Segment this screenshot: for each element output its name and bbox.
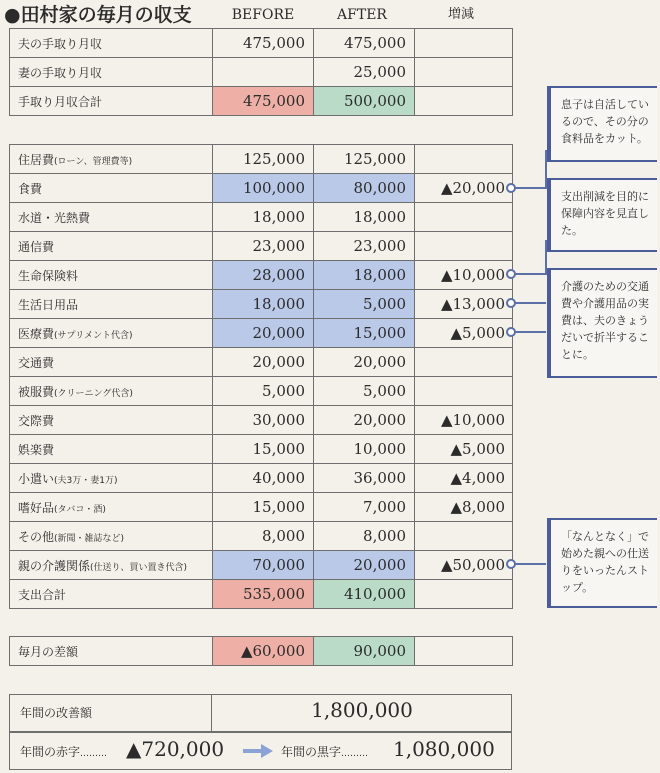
change-cell	[415, 637, 513, 666]
after-value: 25,000	[314, 58, 415, 87]
after-value: 20,000	[314, 406, 415, 435]
row-label	[10, 435, 213, 464]
row-label-main: 通信費	[18, 239, 55, 254]
before-value: 23,000	[213, 232, 314, 261]
row-label-main: 生命保険料	[18, 268, 79, 283]
before-value: 18,000	[213, 290, 314, 319]
row-label	[10, 261, 213, 290]
leader-dot	[506, 298, 516, 308]
after-value: 15,000	[314, 319, 415, 348]
annual-surplus-label-text: 年間の黒字	[281, 745, 342, 759]
after-value: 80,000	[314, 174, 415, 203]
before-value: 8,000	[213, 522, 314, 551]
before-value: 40,000	[213, 464, 314, 493]
annual-surplus-label	[281, 743, 368, 760]
before-value: 30,000	[213, 406, 314, 435]
leader-line	[545, 240, 547, 275]
after-value: 36,000	[314, 464, 415, 493]
after-value: 410,000	[314, 580, 415, 609]
change-value-medical: ▲5,000	[450, 324, 505, 342]
after-value: 23,000	[314, 232, 415, 261]
column-header-before: BEFORE	[231, 7, 295, 23]
income-table	[9, 28, 513, 116]
before-value: 475,000	[213, 29, 314, 58]
row-label	[10, 406, 213, 435]
change-value-food: ▲20,000	[440, 179, 505, 197]
row-label	[10, 464, 213, 493]
annual-deficit-label-text: 年間の赤字	[20, 745, 81, 759]
after-value: 500,000	[314, 87, 415, 116]
table-row	[10, 58, 513, 87]
row-label-main: 交通費	[18, 355, 55, 370]
table-row	[10, 377, 513, 406]
change-value-allowance: ▲4,000	[450, 469, 505, 487]
after-value: 10,000	[314, 435, 415, 464]
change-value-insurance: ▲10,000	[440, 266, 505, 284]
change-cell	[415, 58, 513, 87]
change-value-social: ▲10,000	[440, 411, 505, 429]
row-label	[10, 203, 213, 232]
before-value: 125,000	[213, 145, 314, 174]
after-value: 5,000	[314, 377, 415, 406]
leader-line	[515, 302, 546, 304]
row-label	[10, 174, 213, 203]
leader-dot	[506, 269, 516, 279]
annual-deficit-value: ▲720,000	[126, 737, 225, 761]
row-label-main: 医療費	[18, 326, 55, 341]
row-label-main: 食費	[18, 181, 43, 196]
difference-table	[9, 636, 513, 666]
row-label	[10, 290, 213, 319]
change-value-daily-goods: ▲13,000	[440, 295, 505, 313]
before-value: 28,000	[213, 261, 314, 290]
table-row	[10, 203, 513, 232]
change-value-entertainment: ▲5,000	[450, 440, 505, 458]
change-value-luxury: ▲8,000	[450, 498, 505, 516]
change-cell	[415, 377, 513, 406]
leader-line	[515, 563, 546, 565]
table-row	[10, 637, 513, 666]
column-header-after: AFTER	[337, 7, 387, 23]
change-cell	[415, 580, 513, 609]
table-row	[10, 145, 513, 174]
row-label: 手取り月収合計	[10, 87, 213, 116]
before-value: 535,000	[213, 580, 314, 609]
row-label-sub: (夫3万・妻1万)	[54, 475, 118, 486]
row-label-main: 交際費	[18, 413, 55, 428]
after-value: 18,000	[314, 261, 415, 290]
change-cell	[415, 87, 513, 116]
row-label: 夫の手取り月収	[10, 29, 213, 58]
after-value: 475,000	[314, 29, 415, 58]
leader-line	[515, 273, 546, 275]
row-label	[10, 493, 213, 522]
table-row	[10, 29, 513, 58]
before-value: 100,000	[213, 174, 314, 203]
row-label-main: 小遣い	[18, 471, 55, 486]
row-label-sub: (仕送り、買い置き代含)	[90, 562, 188, 573]
leader-dot	[506, 183, 516, 193]
table-row	[10, 232, 513, 261]
row-label-main: 被服費	[18, 384, 55, 399]
leader-line	[545, 150, 547, 189]
leader-line	[515, 331, 546, 333]
row-label: 妻の手取り月収	[10, 58, 213, 87]
annual-improvement-value: 1,800,000	[311, 698, 413, 722]
row-label-sub: (新聞・雑誌など)	[54, 533, 125, 544]
table-row	[10, 348, 513, 377]
before-value	[213, 58, 314, 87]
annual-surplus-value: 1,080,000	[393, 737, 495, 761]
row-label-sub: (サプリメント代含)	[54, 330, 133, 341]
before-value: 5,000	[213, 377, 314, 406]
row-label	[10, 348, 213, 377]
after-value: 20,000	[314, 348, 415, 377]
change-cell	[415, 145, 513, 174]
row-label-sub: (クリーニング代含)	[54, 388, 133, 399]
change-cell	[415, 203, 513, 232]
leader-dot	[506, 559, 516, 569]
before-value: 475,000	[213, 87, 314, 116]
before-value: ▲60,000	[213, 637, 314, 666]
row-label-main: 水道・光熱費	[18, 210, 91, 225]
before-value: 15,000	[213, 435, 314, 464]
page-title: ●田村家の毎月の収支	[4, 4, 192, 26]
after-value: 7,000	[314, 493, 415, 522]
leader-dot	[506, 327, 516, 337]
before-value: 18,000	[213, 203, 314, 232]
arrow-right-icon	[243, 744, 273, 758]
table-row	[10, 522, 513, 551]
leader-line	[515, 187, 546, 189]
annual-improvement-label: 年間の改善額	[20, 706, 93, 720]
note-care-costs: 介護のための交通費や介護用品の実費は、夫のきょうだいで折半することに。	[547, 268, 657, 378]
after-value: 18,000	[314, 203, 415, 232]
row-label-sub: (ローン、管理費等)	[54, 156, 133, 167]
change-cell	[415, 232, 513, 261]
after-value: 90,000	[314, 637, 415, 666]
after-value: 8,000	[314, 522, 415, 551]
row-label-main: 娯楽費	[18, 442, 55, 457]
row-label-main: その他	[18, 529, 55, 544]
table-row	[10, 87, 513, 116]
annual-surplus-dots: ………	[341, 749, 369, 759]
table-row	[10, 580, 513, 609]
row-label	[10, 319, 213, 348]
after-value: 5,000	[314, 290, 415, 319]
note-insurance: 支出削減を目的に保障内容を見直した。	[547, 178, 657, 252]
before-value: 70,000	[213, 551, 314, 580]
row-label	[10, 145, 213, 174]
annual-deficit-label	[20, 743, 107, 760]
row-label	[10, 232, 213, 261]
column-header-change: 増減	[447, 7, 474, 22]
note-allowance: 「なんとなく」で始めた親への仕送りをいったんストップ。	[547, 518, 657, 608]
row-label: 毎月の差額	[10, 637, 213, 666]
change-value-parent-care: ▲50,000	[440, 556, 505, 574]
before-value: 15,000	[213, 493, 314, 522]
change-cell	[415, 348, 513, 377]
note-food: 息子は自活しているので、その分の食料品をカット。	[547, 86, 657, 162]
row-label	[10, 377, 213, 406]
row-label	[10, 580, 213, 609]
before-value: 20,000	[213, 319, 314, 348]
before-value: 20,000	[213, 348, 314, 377]
row-label-sub: (タバコ・酒)	[54, 504, 106, 515]
row-label	[10, 522, 213, 551]
expense-table	[9, 144, 513, 609]
after-value: 125,000	[314, 145, 415, 174]
row-label	[10, 551, 213, 580]
after-value: 20,000	[314, 551, 415, 580]
row-label-main: 嗜好品	[18, 500, 55, 515]
row-label-main: 生活日用品	[18, 297, 79, 312]
row-label-main: 住居費	[18, 152, 55, 167]
change-cell	[415, 522, 513, 551]
change-cell	[415, 29, 513, 58]
row-label-main: 支出合計	[18, 587, 67, 602]
row-label-main: 親の介護関係	[18, 558, 91, 573]
annual-deficit-dots: ………	[80, 749, 108, 759]
